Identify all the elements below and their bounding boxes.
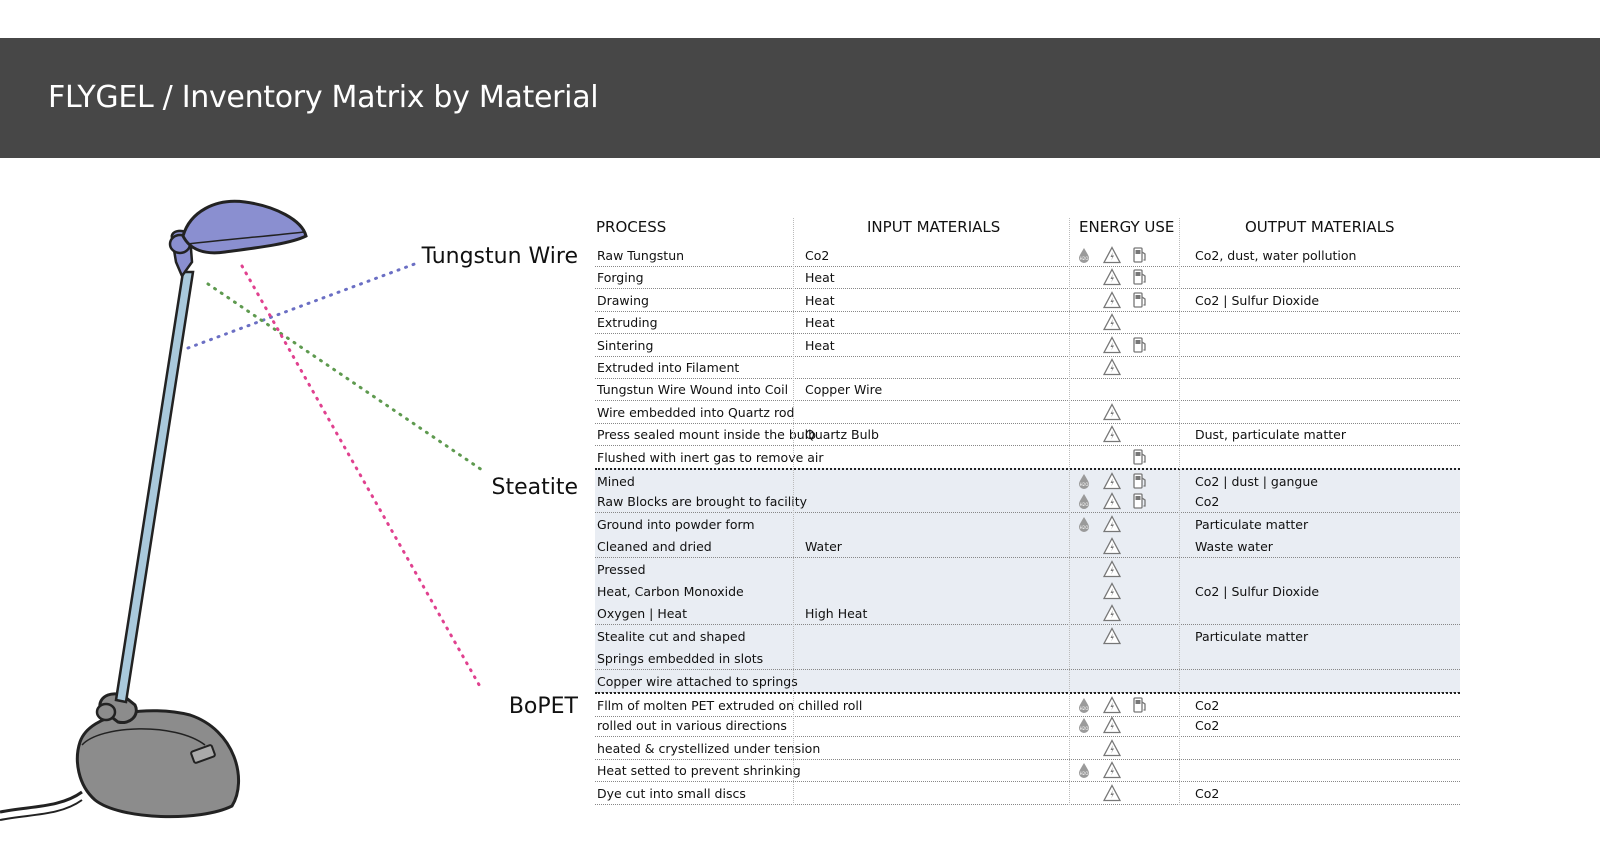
electricity-icon [1103,604,1121,622]
tungsten-callout-line [188,262,420,348]
table-row [595,378,1460,401]
electricity-icon [1103,291,1121,309]
process-cell: Flushed with inert gas to remove air [597,449,824,465]
process-cell: Sintering [597,337,654,353]
electricity-icon [1103,739,1121,757]
table-row [595,558,1460,581]
electricity-icon [1103,358,1121,376]
input-materials-cell: Water [805,539,842,555]
electricity-icon [1103,716,1121,734]
process-cell: Drawing [597,292,649,308]
table-row [595,759,1460,782]
fuel-pump-icon [1131,268,1149,286]
desk-lamp-illustration [0,0,600,867]
table-row [595,737,1460,760]
table-row [595,692,1460,717]
process-cell: Dye cut into small discs [597,785,746,801]
fuel-pump-icon [1131,492,1149,510]
fuel-pump-icon [1131,291,1149,309]
electricity-icon [1103,492,1121,510]
material-label-tungsten: Tungstun Wire [421,244,578,269]
table-row [595,334,1460,357]
table-row [595,782,1460,805]
input-materials-cell: High Heat [805,606,868,622]
table-row [595,625,1460,648]
electricity-icon [1103,472,1121,490]
table-row [595,266,1460,289]
input-materials-cell: Co2 [805,248,830,263]
water-drop-icon [1075,716,1093,734]
electricity-icon [1103,403,1121,421]
lamp-arm [116,272,193,702]
svg-text:H2O: H2O [1079,706,1089,711]
table-row [595,490,1460,513]
table-row [595,423,1460,446]
output-materials-cell: Dust, particulate matter [1195,427,1346,443]
input-materials-cell: Heat [805,315,835,331]
electricity-icon [1103,537,1121,555]
svg-text:H2O: H2O [1079,524,1089,530]
process-cell: Extruding [597,315,658,331]
process-cell: rolled out in various directions [597,718,787,734]
input-materials-cell: Heat [805,292,835,308]
process-cell: Stealite cut and shaped [597,628,746,644]
process-cell: Heat setted to prevent shrinking [597,763,801,779]
header-input-materials: INPUT MATERIALS [867,218,1001,236]
electricity-icon [1103,784,1121,802]
output-materials-cell: Co2, dust, water pollution [1195,248,1357,263]
header-energy-use: ENERGY USE [1079,218,1175,236]
input-materials-cell: Heat [805,337,835,353]
column-divider [1069,218,1070,805]
input-materials-cell: Quartz Bulb [805,427,879,443]
lamp-base [77,711,238,817]
input-materials-cell: Heat [805,270,835,286]
process-cell: Oxygen | Heat [597,606,687,622]
process-cell: Raw Blocks are brought to facility [597,494,808,510]
output-materials-cell: Co2 | Sulfur Dioxide [1195,584,1320,599]
process-cell: Forging [597,270,644,286]
page-title: FLYGEL / Inventory Matrix by Material [48,80,599,115]
svg-text:H2O: H2O [1079,726,1089,732]
table-row [595,513,1460,536]
table-row [595,311,1460,334]
process-cell: Springs embedded in slots [597,651,764,667]
output-materials-cell: Co2 | dust | gangue [1195,474,1318,489]
output-materials-cell: Co2 [1195,785,1220,801]
table-row [595,647,1460,670]
svg-text:H2O: H2O [1079,771,1089,777]
steatite-callout-line [208,284,482,470]
water-drop-icon [1075,696,1093,714]
process-cell: heated & crystellized under tension [597,740,821,756]
material-label-steatite: Steatite [491,475,578,500]
electricity-icon [1103,761,1121,779]
water-drop-icon [1075,472,1093,490]
lamp-cable [0,792,82,812]
process-cell: Fllm of molten PET extruded on chilled roll [597,698,863,713]
svg-text:H2O: H2O [1079,256,1089,261]
electricity-icon [1103,268,1121,286]
output-materials-cell: Co2 [1195,718,1220,734]
header-output-materials: OUTPUT MATERIALS [1245,218,1395,236]
fuel-pump-icon [1131,696,1149,714]
input-materials-cell: Copper Wire [805,382,883,398]
table-row [595,535,1460,558]
table-row [595,356,1460,379]
table-row [595,401,1460,424]
process-cell: Heat, Carbon Monoxide [597,584,744,599]
water-drop-icon [1075,761,1093,779]
material-label-bopet: BoPET [508,694,578,719]
output-materials-cell: Particulate matter [1195,516,1309,532]
water-drop-icon [1075,515,1093,533]
svg-text:H2O: H2O [1079,482,1089,487]
column-divider [1179,218,1180,805]
process-cell: Mined [597,474,635,489]
output-materials-cell: Waste water [1195,539,1273,555]
process-cell: Extruded into Filament [597,360,740,375]
fuel-pump-icon [1131,472,1149,490]
electricity-icon [1103,313,1121,331]
electricity-icon [1103,425,1121,443]
electricity-icon [1103,515,1121,533]
process-cell: Copper wire attached to springs [597,673,798,689]
output-materials-cell: Co2 | Sulfur Dioxide [1195,292,1320,308]
fuel-pump-icon [1131,336,1149,354]
output-materials-cell: Co2 [1195,698,1220,713]
process-cell: Pressed [597,561,646,577]
electricity-icon [1103,246,1121,264]
table-row [595,446,1460,469]
electricity-icon [1103,627,1121,645]
process-cell: Cleaned and dried [597,539,712,555]
water-drop-icon [1075,492,1093,510]
output-materials-cell: Particulate matter [1195,628,1309,644]
header-process: PROCESS [596,218,667,236]
table-row [595,468,1460,493]
electricity-icon [1103,696,1121,714]
output-materials-cell: Co2 [1195,494,1220,510]
fuel-pump-icon [1131,448,1149,466]
table-row [595,670,1460,693]
water-drop-icon [1075,246,1093,264]
electricity-icon [1103,582,1121,600]
process-cell: Tungstun Wire Wound into Coil [597,382,789,398]
svg-text:H2O: H2O [1079,502,1089,508]
table-row [595,289,1460,312]
process-cell: Ground into powder form [597,516,755,532]
process-cell: Raw Tungstun [597,248,685,263]
process-cell: Press sealed mount inside the bulb [597,427,817,443]
lamp-shade [183,201,306,253]
table-row [595,580,1460,603]
fuel-pump-icon [1131,246,1149,264]
table-row [595,602,1460,625]
column-divider [793,218,794,805]
electricity-icon [1103,336,1121,354]
table-row [595,714,1460,737]
electricity-icon [1103,560,1121,578]
process-cell: Wire embedded into Quartz rod [597,404,795,420]
table-row [595,244,1460,267]
